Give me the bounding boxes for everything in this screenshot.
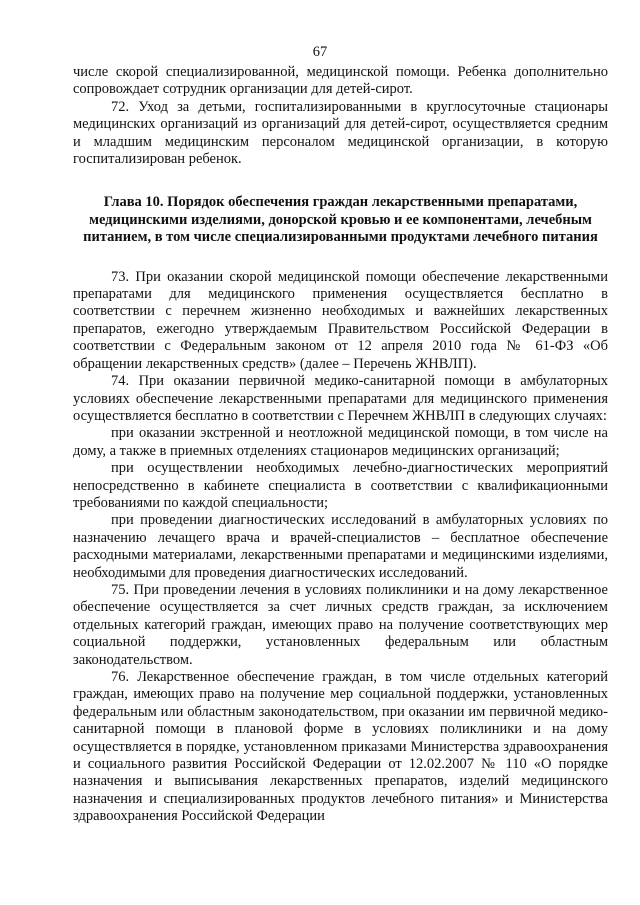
paragraph-75: 75. При проведении лечения в условиях поликлиники и на дому лекарственное обеспечение осуществляется за счет личных средств граждан, за исключением отдельных категорий граждан, имеющих право на получение соответствующих мер социальной поддержки, установленных федеральным или областным законодательством. — [73, 581, 608, 668]
paragraph-73: 73. При оказании скорой медицинской помощи обеспечение лекарственными препаратами для медицинского применения осуществляется бесплатно в соответствии с перечнем жизненно необходимых и важнейших лекарственных препаратов, ежегодно утверждаемым Правительством Российской Федерации в соответствии с Федеральным законом от 12 апреля 2010 года № 61-ФЗ «Об обращении лекарственных средств» (далее – Перечень ЖНВЛП). — [73, 268, 608, 372]
paragraph-72: 72. Уход за детьми, госпитализированными в круглосуточные стационары медицинских организаций из организаций для детей-сирот, осуществляется средним и младшим медицинским персоналом медицинской организации, в которую госпитализирован ребенок. — [73, 98, 608, 168]
page-number: 67 — [312, 44, 328, 60]
paragraph-74: 74. При оказании первичной медико-санитарной помощи в амбулаторных условиях обеспечение лекарственными препаратами для медицинского применения осуществляется бесплатно в соответствии с Перечнем ЖНВЛП в следующих случаях: — [73, 373, 608, 424]
paragraph-74-case-diagnostics: при проведении диагностических исследований в амбулаторных условиях по назначению лечащего врача и врачей-специалистов – бесплатное обеспечение расходными материалами, лекарственными препаратами и медицинскими изделиями, необходимыми для проведения диагностических исследований. — [73, 512, 608, 581]
paragraph-76: 76. Лекарственное обеспечение граждан, в том числе отдельных категорий граждан, имеющих право на получение мер социальной поддержки, установленных федеральным или областным законодательством, при оказании им первичной медико-санитарной помощи в плановой форме в условиях поликлиники и на дому осуществляется в порядке, установленном приказами Министерства здравоохранения и социального развития Российской Федерации от 12.02.2007 № 110 «О порядке назначения и выписывания лекарственных препаратов, изделий медицинского назначения и специализированных продуктов лечебного питания» и Министерства здравоохранения Российской Федерации — [73, 669, 608, 825]
paragraph-74-case-emergency: при оказании экстренной и неотложной медицинской помощи, в том числе на дому, а также в приемных отделениях стационаров медицинских организаций; — [73, 425, 608, 459]
paragraph-74-case-procedures: при осуществлении необходимых лечебно-диагностических мероприятий непосредственно в кабинете специалиста в соответствии с квалификационными требованиями по каждой специальности; — [73, 460, 608, 511]
chapter-heading: Глава 10. Порядок обеспечения граждан лекарственными препаратами, медицинскими изделиями, донорской кровью и ее компонентами, лечебным питанием, в том числе специализированными продуктами лечебного питания — [83, 194, 598, 246]
paragraph-continuation: числе скорой специализированной, медицинской помощи. Ребенка дополнительно сопровождает сотрудник организации для детей-сирот. — [73, 64, 608, 98]
document-body — [73, 64, 608, 826]
